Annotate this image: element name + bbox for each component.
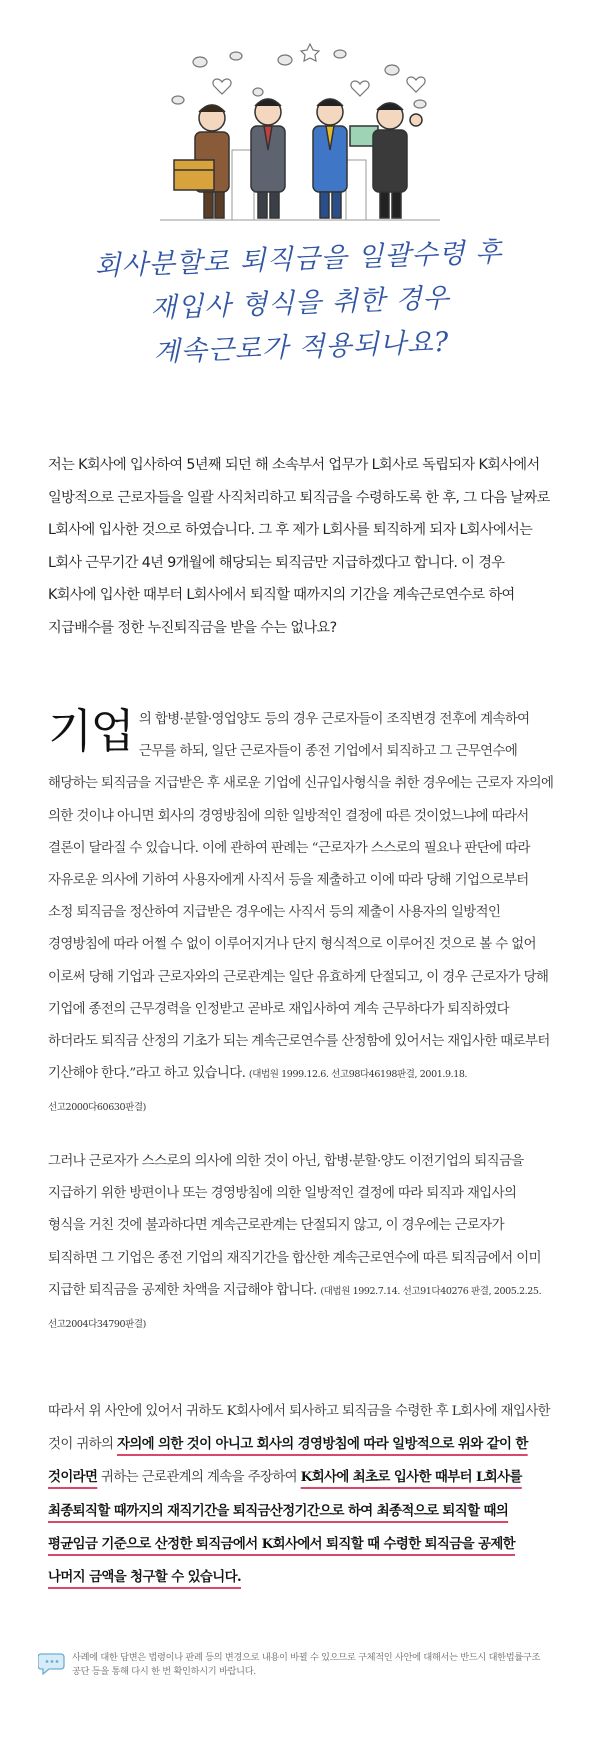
answer-p3-a: 따라서 위 사안에 있어서 귀하도 K회사에서 퇴사하고 퇴직금을 수령한 후 L회사에 재입사한 것이 귀하의: [48, 1404, 550, 1453]
citation-1: (대법원 1999.12.6. 선고98다46198판결, 2001.9.18. 선고2000다60630판결): [48, 1069, 468, 1114]
title-line-3: 계속근로가 적용되나요?: [153, 326, 450, 369]
hero-illustration: [0, 0, 600, 230]
page-title: [58, 230, 542, 379]
question-text: 저는 K회사에 입사하여 5년째 되던 해 소속부서 업무가 L회사로 독립되자 K회사에서 일방적으로 근로자들을 일괄 사직처리하고 퇴직금을 수령하도록 한 후, 그 다음 날짜로 L회사에 입사한 것으로 하였습니다. 그 후 제가 L회사를 퇴직하게 되자 L회사에서는 L회사 근무기간 4년 9개월에 해당되는 퇴직금만 지급하겠다고 합니다. 이 경우 K회사에 입사한 때부터 L회사에서 퇴직할 때까지의 기간을 계속근로연수로 하여 지급배수를 정한 누진퇴직금을 받을 수는 없나요?: [48, 457, 550, 636]
answer-p3-c: 귀하는 근로관계의 계속을 주장하여: [97, 1470, 301, 1486]
answer-p2-text: 그러나 근로자가 스스로의 의사에 의한 것이 아닌, 합병·분할·양도 이전기업의 퇴직금을 지급하기 위한 방편이나 또는 경영방침에 의한 일방적인 결정에 따라 퇴직과 재입사의 형식을 거친 것에 불과하다면 계속근로관계는 단절되지 않고, 이 경우에는 근로자가 퇴직하면 그 기업은 종전 기업의 재직기간을 합산한 계속근로연수에 따른 퇴직금에서 이미 지급한 퇴직금을 공제한 차액을 지급해야 합니다.: [48, 1154, 541, 1298]
citation-2: (대법원 1992.7.14. 선고91다40276 판결, 2005.2.25. 선고2004다34790판결): [48, 1285, 542, 1331]
answer-paragraph-2: [48, 1146, 556, 1341]
footnote: [38, 1651, 558, 1691]
speech-bubble-icon: [38, 1651, 66, 1675]
title-line-1: 회사분할로 퇴직금을 일괄수령 후: [94, 236, 503, 283]
answer-paragraph-3: [48, 1396, 556, 1594]
dropcap: 기업: [48, 704, 133, 758]
title-line-2: 재입사 형식을 취한 경우: [149, 282, 451, 325]
footnote-text: 사례에 대한 답변은 법령이나 판례 등의 변경으로 내용이 바뀔 수 있으므로 구체적인 사안에 대해서는 반드시 대한법률구조공단 등을 통해 다시 한 번 확인하시기 바랍니다.: [72, 1652, 541, 1677]
answer-highlight-1: 자의에 의한 것이 아니고 회사의 경영방침에 따라 일방적으로 위와 같이 한 것이라면: [48, 1436, 528, 1486]
answer-highlight-2: K회사에 최초로 입사한 때부터 L회사를 최종퇴직할 때까지의 재직기간을 퇴직금산정기간으로 하여 최종적으로 퇴직할 때의 평균임금 기준으로 산정한 퇴직금에서 K회사에서 퇴직할 때 수령한 퇴직금을 공제한 나머지 금액을 청구할 수 있습니다.: [48, 1469, 522, 1586]
answer-paragraph-1: [48, 704, 556, 1125]
answer-p1-text: 의 합병·분할·영업양도 등의 경우 근로자들이 조직변경 전후에 계속하여 근무를 하되, 일단 근로자들이 종전 기업에서 퇴직하고 그 근무연수에 해당하는 퇴직금을 지급받은 후 새로운 기업에 신규입사형식을 취한 경우에는 근로자 자의에 의한 것이냐 아니면 회사의 경영방침에 의한 일방적인 결정에 따른 것이었느냐에 따라서 결론이 달라질 수 있습니다. 이에 관하여 판례는 “근로자가 스스로의 필요나 판단에 따라 자유로운 의사에 기하여 사용자에게 사직서 등을 제출하고 이에 따라 당해 기업으로부터 소정 퇴직금을 정산하여 지급받은 경우에는 사직서 등의 제출이 사용자의 일방적인 경영방침에 따라 어쩔 수 없이 이루어지거나 단지 형식적으로 이루어진 것으로 볼 수 없어 이로써 당해 기업과 근로자와의 근로관계는 일단 유효하게 단절되고, 이 경우 근로자가 당해 기업에 종전의 근무경력을 인정받고 곧바로 재입사하여 계속 근무하다가 퇴직하였다 하더라도 퇴직금 산정의 기초가 되는 계속근로연수를 산정함에 있어서는 재입사한 때로부터 기산해야 한다.”라고 하고 있습니다.: [48, 712, 554, 1082]
